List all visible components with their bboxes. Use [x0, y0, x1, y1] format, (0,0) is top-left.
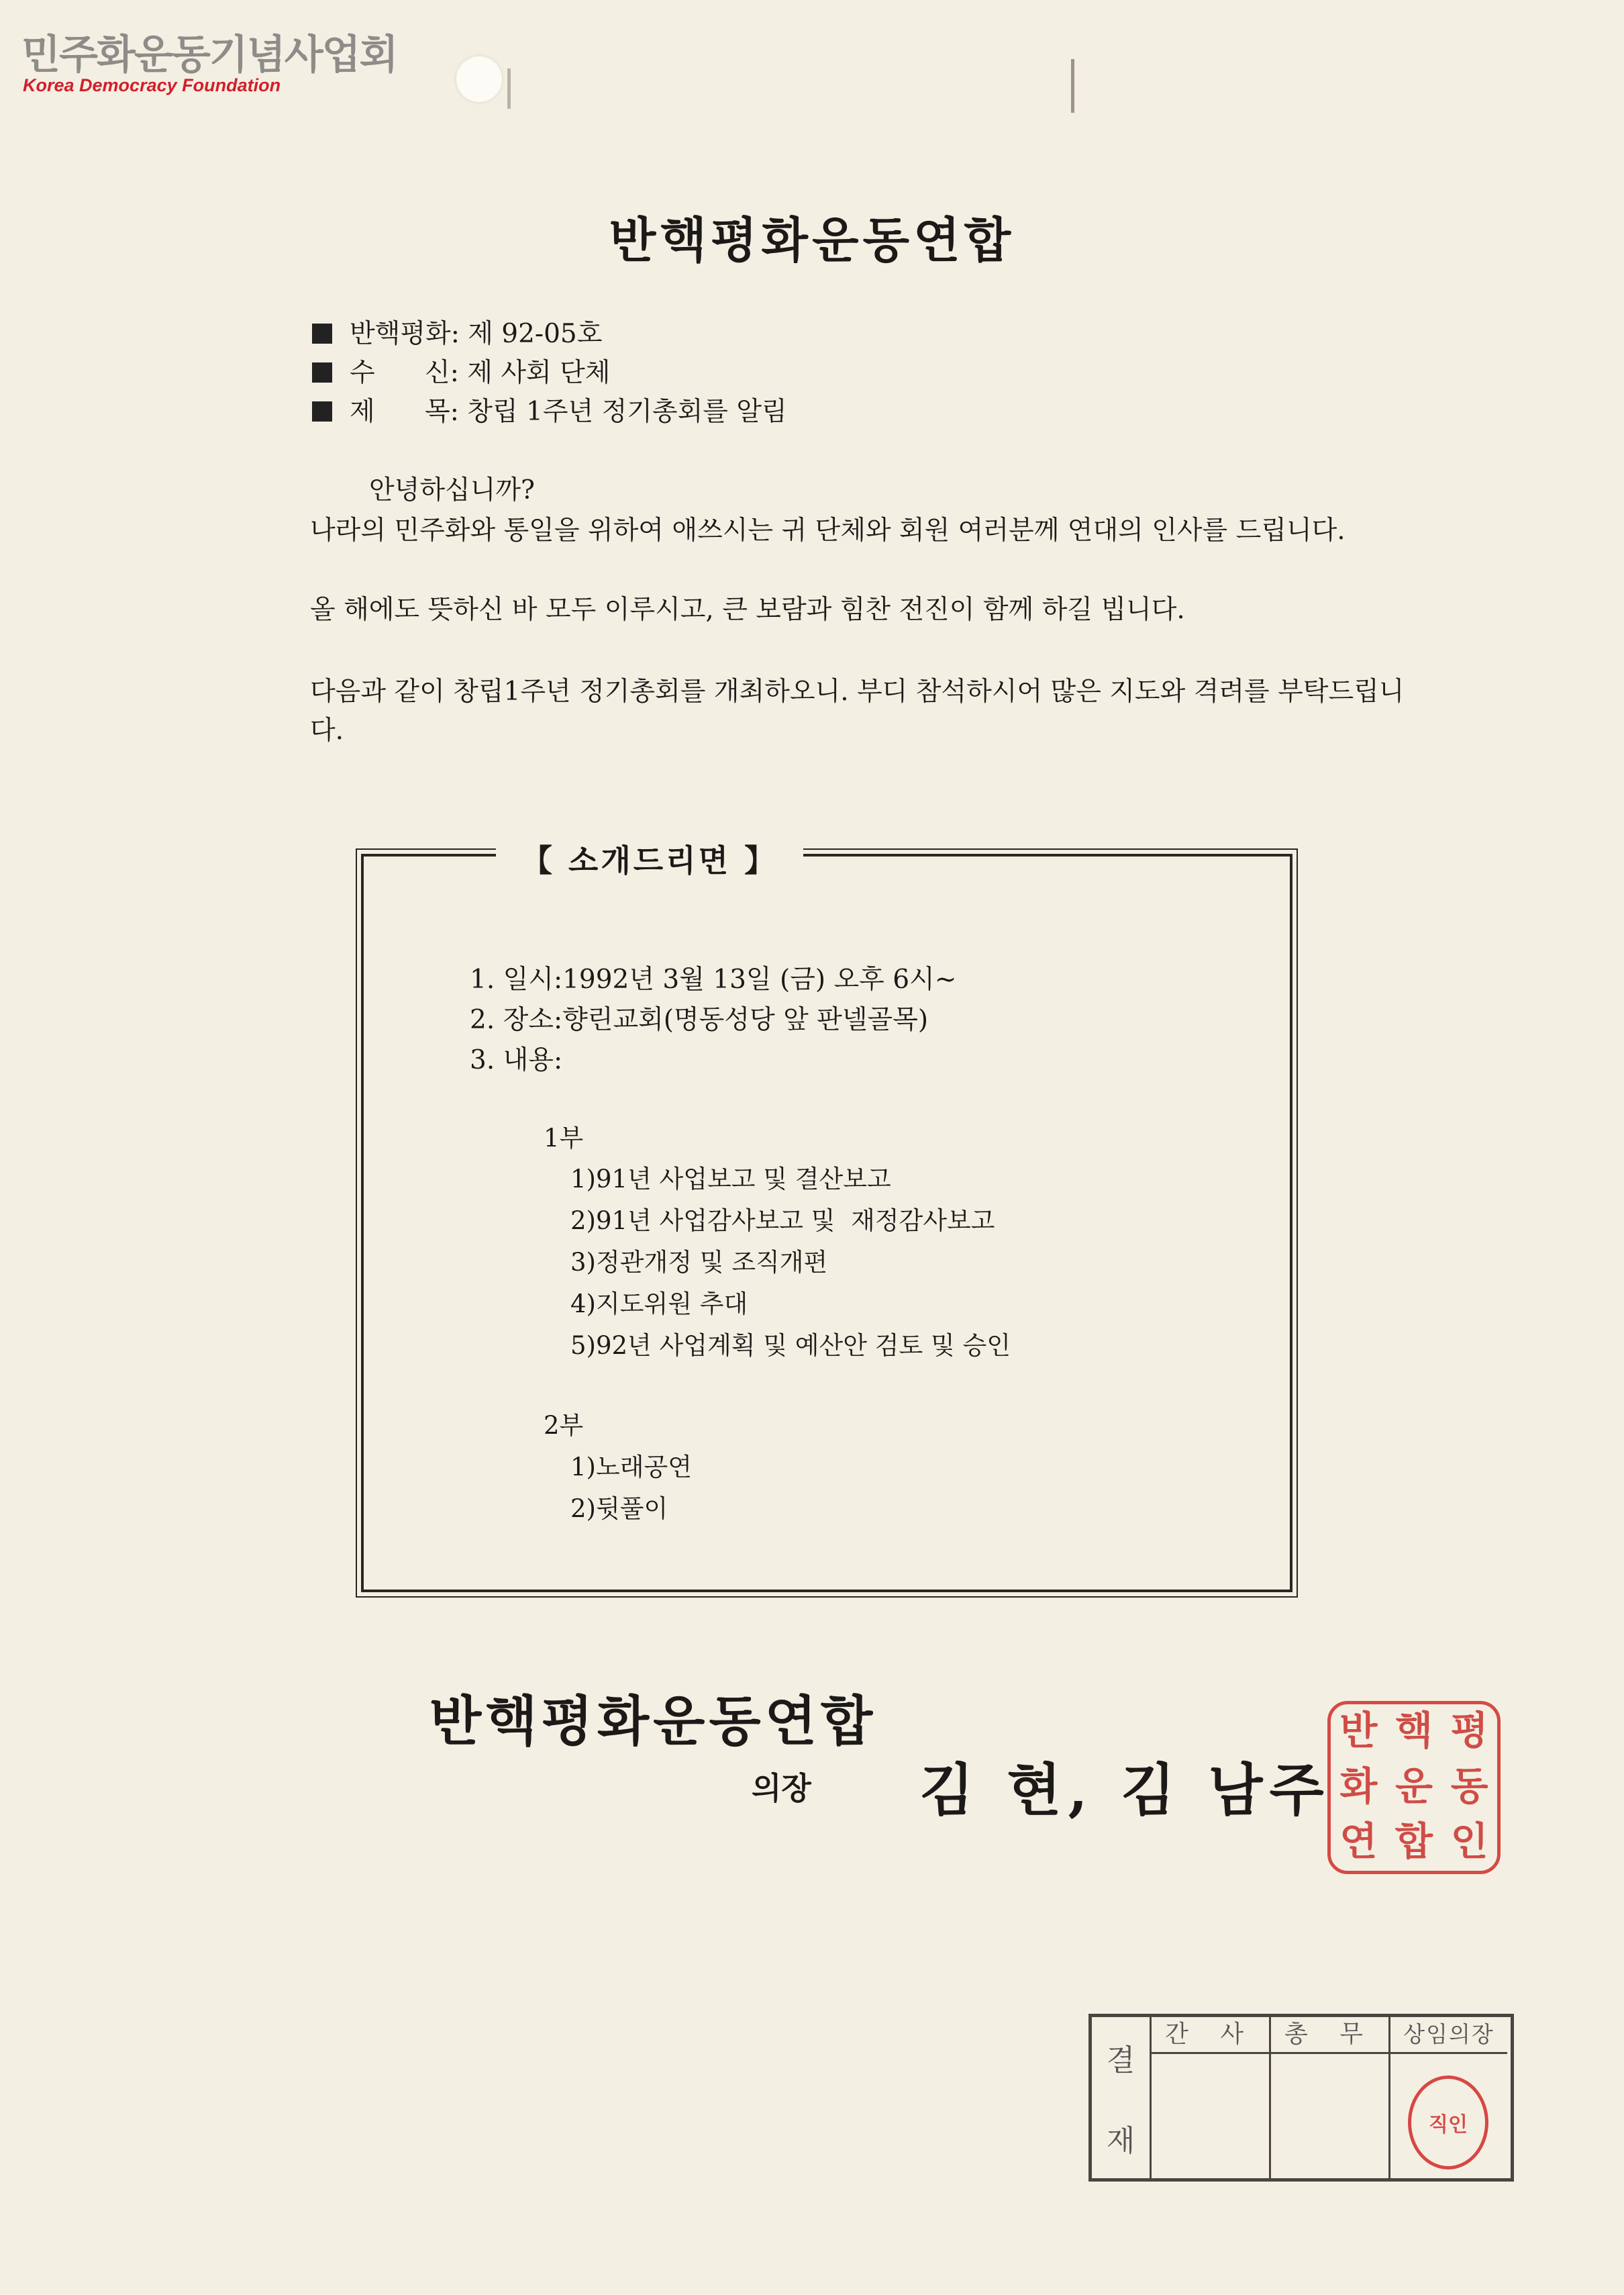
approval-column: 총 무: [1271, 2017, 1390, 2178]
signatory-names: 김 현, 김 남주: [919, 1757, 1331, 1823]
punch-hole: [456, 56, 502, 102]
agenda-item: 4)지도위원 추대: [570, 1289, 748, 1318]
staple-mark: [1071, 59, 1074, 113]
agenda-item: 3)정관개정 및 조직개편: [570, 1248, 828, 1277]
signatory-role: 의장: [752, 1770, 811, 1806]
approval-seal: 직인: [1408, 2076, 1488, 2169]
document-title: 반핵평화운동연합: [609, 211, 1015, 268]
greeting: 안녕하십니까?: [369, 475, 535, 505]
approval-column: 간 사: [1152, 2017, 1271, 2178]
agenda-item: 1)노래공연: [570, 1453, 692, 1481]
doc-number: 반핵평화: 제 92-05호: [312, 313, 602, 350]
recipient: 수 신: 제 사회 단체: [312, 352, 610, 389]
staple-mark: [507, 68, 511, 109]
bullet-square-icon: [312, 401, 332, 422]
organization-name: 반핵평화운동연합: [429, 1690, 877, 1753]
notice-item: 2. 장소:향린교회(명동성당 앞 판넬골목): [470, 1005, 929, 1035]
agenda-item: 2)91년 사업감사보고 및 재정감사보고: [570, 1206, 995, 1235]
notice-item: 3. 내용:: [470, 1045, 563, 1075]
watermark-english: Korea Democracy Foundation: [23, 75, 281, 95]
bullet-square-icon: [312, 324, 332, 344]
official-seal: 반 핵 평 화 운 동 연 합 인: [1327, 1701, 1501, 1874]
agenda-item: 1)91년 사업보고 및 결산보고: [570, 1165, 891, 1193]
watermark-korean: 민주화운동기념사업회: [21, 32, 397, 79]
body-paragraph: 다음과 같이 창립1주년 정기총회를 개최하오니. 부디 참석하시어 많은 지도와 격려를 부탁드립니다.: [310, 677, 1405, 746]
bullet-square-icon: [312, 362, 332, 383]
part-label: 2부: [544, 1411, 584, 1440]
agenda-item: 5)92년 사업계획 및 예산안 검토 및 승인: [570, 1331, 1011, 1360]
notice-item: 1. 일시:1992년 3월 13일 (금) 오후 6시~: [470, 965, 957, 995]
body-paragraph: 올 해에도 뜻하신 바 모두 이루시고, 큰 보람과 힘찬 전진이 함께 하길 빕니다.: [310, 595, 1185, 625]
subject: 제 목: 창립 1주년 정기총회를 알림: [312, 391, 787, 428]
notice-title: 【 소개드리면 】: [0, 836, 1299, 881]
body-paragraph: 나라의 민주화와 통일을 위하여 애쓰시는 귀 단체와 회원 여러분께 연대의 인사를 드립니다.: [310, 516, 1346, 546]
approval-label: 결 재: [1092, 2017, 1152, 2178]
approval-column: 상임의장: [1390, 2017, 1507, 2178]
agenda-item: 2)뒷풀이: [570, 1494, 668, 1523]
part-label: 1부: [544, 1124, 584, 1153]
